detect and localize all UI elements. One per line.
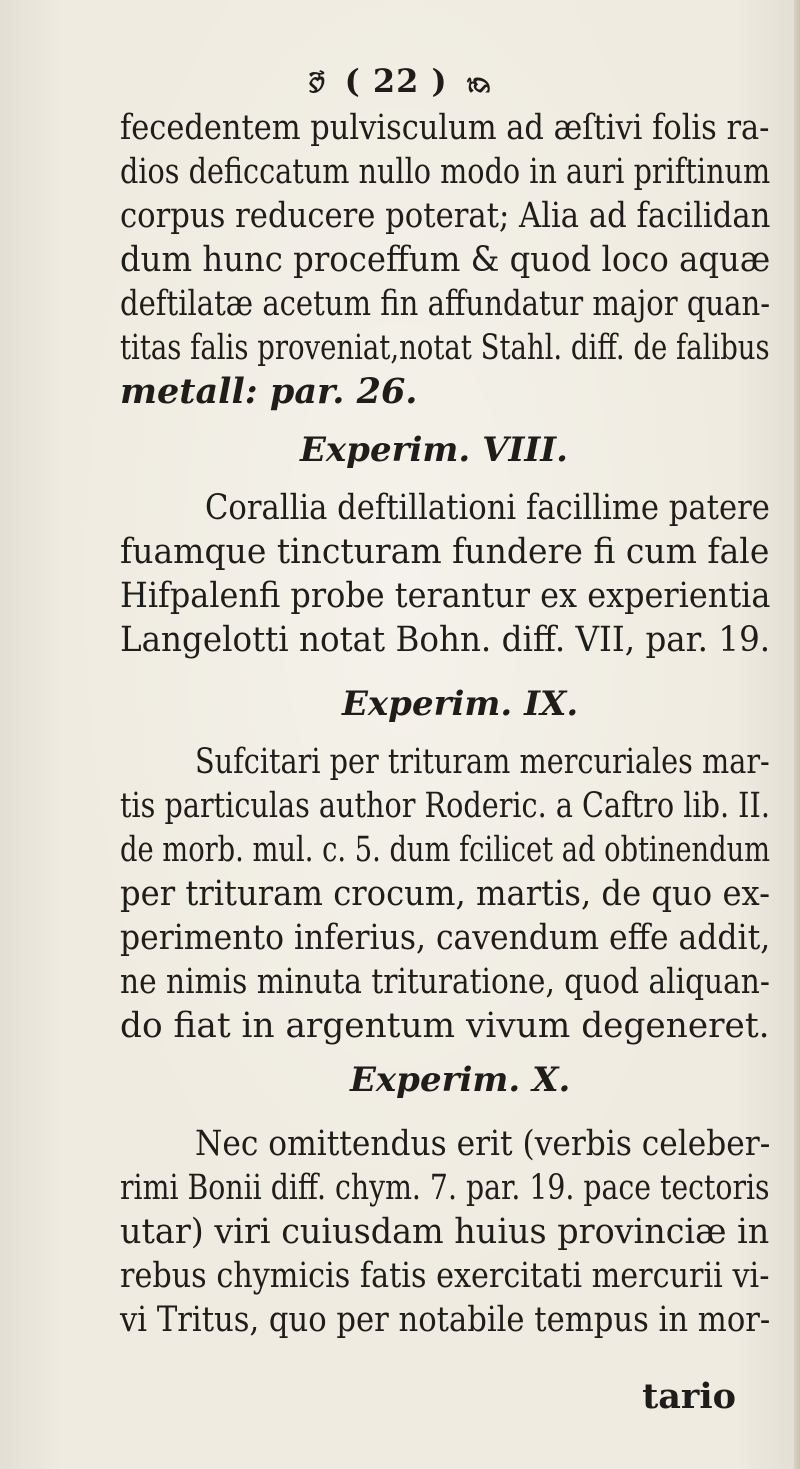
section-heading: Experim. X. (350, 1060, 571, 1100)
text-line: Corallia deftillationi facillime patere (205, 488, 770, 528)
text-line: Nec omittendus erit (verbis celeber- (195, 1124, 771, 1164)
text-line: dum hunc proceffum & quod loco aquæ (120, 240, 771, 280)
text-line: Hifpalenfi probe terantur ex experientia (120, 576, 771, 616)
page-edge (794, 0, 800, 1469)
text-line: perimento inferius, cavendum effe addit, (120, 918, 771, 958)
text-line: Sufcitari per trituram mercuriales mar- (195, 742, 770, 782)
right-ornament: 🙒 (465, 62, 492, 100)
text-line: titas falis proveniat,notat Stahl. diff. de falibus (120, 328, 770, 368)
text-line: tis particulas author Roderic. a Caftro lib. II. (120, 786, 770, 826)
text-line: Langelotti notat Bohn. diff. VII, par. 19. (120, 620, 771, 660)
text-line: rebus chymicis fatis exercitati mercurii vi- (120, 1256, 770, 1296)
text-line: ne nimis minuta trituratione, quod aliquan- (120, 962, 770, 1002)
text-line: vi Tritus, quo per notabile tempus in mor- (120, 1300, 771, 1340)
text-line: corpus reducere poterat; Alia ad facilidan (120, 196, 771, 236)
text-line: do fiat in argentum vivum degeneret. (120, 1006, 770, 1046)
text-line: dios deficcatum nullo modo in auri priftinum (120, 152, 771, 192)
section-heading: Experim. IX. (342, 684, 579, 724)
text-line: fuamque tincturam fundere fi cum fale (120, 532, 770, 572)
catchword: tario (642, 1376, 736, 1417)
left-ornament: 🙑 (308, 62, 327, 100)
page-header (0, 62, 800, 101)
page-number: ( 22 ) (344, 62, 448, 100)
text-line: fecedentem pulvisculum ad æſtivi folis ra- (120, 108, 770, 148)
text-line: rimi Bonii diff. chym. 7. par. 19. pace tectoris (120, 1168, 770, 1208)
text-line: utar) viri cuiusdam huius provinciæ in (120, 1212, 770, 1252)
text-line: deftilatæ acetum fin affundatur major quan- (120, 284, 771, 324)
text-line: de morb. mul. c. 5. dum fcilicet ad obtinendum (120, 830, 771, 870)
text-line: per trituram crocum, martis, de quo ex- (120, 874, 771, 914)
text-line: metall: par. 26. (120, 371, 418, 412)
section-heading: Experim. VIII. (300, 430, 568, 470)
